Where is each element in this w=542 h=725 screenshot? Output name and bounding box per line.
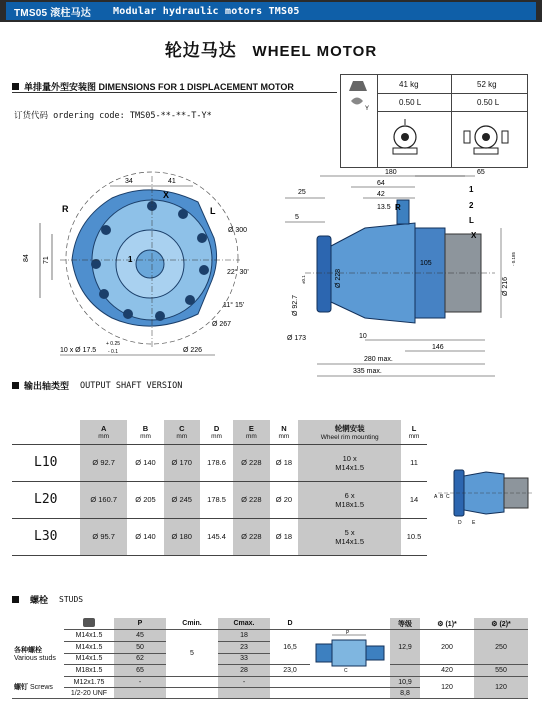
dim-84: 84 [23, 254, 30, 262]
svg-text:C: C [344, 668, 348, 674]
dim-105: 105 [420, 260, 432, 267]
table-row: L30 Ø 95.7 Ø 140 Ø 180 145.4 Ø 228 Ø 18 5 x M14x1.5 10.5 [12, 518, 427, 555]
dim-280: 280 max. [364, 356, 393, 363]
section-shaft-heading: 输出轴类型 OUTPUT SHAFT VERSION [12, 379, 182, 392]
stud-icon [83, 618, 95, 627]
dim-d228: Ø 228 [335, 268, 342, 288]
svg-text:C: C [446, 494, 450, 500]
table-row: M14x1.5 62 33 [12, 653, 528, 665]
shaft [136, 250, 164, 278]
mounting-position-icon-2 [461, 117, 511, 163]
divider [377, 93, 527, 94]
dim-tol-down: - 0.1 [108, 349, 119, 355]
header-code: TMS05 滚柱马达 [14, 7, 92, 19]
port-R-label: R [62, 204, 69, 214]
svg-text:B: B [440, 494, 444, 500]
angle-11: 11° 15' [223, 302, 245, 309]
stud-drawing [312, 630, 388, 674]
dim-146: 146 [432, 344, 444, 351]
dim-d300: Ø 300 [228, 227, 248, 234]
table-row: M14x1.5 50 23 [12, 641, 528, 653]
table-header-row: P Cmin. Cmax. D 等级 ⚙ (1)* ⚙ (2)* [12, 618, 528, 630]
bullet-square-icon [12, 83, 19, 90]
dim-13-5: 13.5 [377, 204, 391, 211]
port-L-label: L [469, 216, 474, 225]
weight-table [340, 74, 528, 168]
dim-d216: Ø 216 [502, 276, 509, 296]
shaft-mini-drawing [428, 462, 536, 526]
col-A: A mm [80, 420, 127, 444]
dim-holes: 10 x Ø 17.5 [60, 347, 97, 354]
oil-2: 0.50 L [477, 98, 500, 107]
side-view-drawing [265, 168, 542, 378]
dim-d216-tol: - 0.185 [511, 251, 516, 266]
dim-34: 34 [125, 178, 133, 185]
col-B: B mm [140, 423, 151, 440]
wrench-icon: ⚙ [437, 620, 444, 628]
dim-41: 41 [168, 178, 176, 185]
col-L: L mm [408, 423, 420, 440]
table-header-row [12, 420, 427, 444]
dim-64: 64 [377, 180, 385, 187]
header-bar [0, 0, 542, 22]
col-N: N mm [278, 423, 290, 440]
svg-text:Y: Y [365, 106, 370, 111]
dim-d173: Ø 173 [287, 335, 307, 342]
mounting-position-icon-1 [385, 117, 425, 163]
dim-5: 5 [295, 214, 299, 221]
table-row: 螺钉 Screws M12x1.75 - - 10,9 120 120 [12, 677, 528, 688]
title-en: WHEEL MOTOR [252, 43, 378, 60]
dim-d226: Ø 226 [183, 347, 203, 354]
weight-1: 41 kg [399, 80, 419, 89]
dim-335: 335 max. [353, 368, 382, 375]
angle-22: 22° 30' [227, 269, 249, 276]
svg-text:A: A [434, 494, 438, 500]
weight-oil-icon [343, 77, 375, 111]
dim-d92-7: Ø 92.7 [292, 294, 299, 316]
dim-42: 42 [377, 191, 385, 198]
weight-2: 52 kg [477, 80, 497, 89]
table-row: 1/2-20 UNF 8,8 [12, 688, 528, 699]
wheel-flange [317, 236, 331, 312]
divider [377, 75, 378, 167]
dim-25: 25 [298, 189, 306, 196]
table-row: M18x1.5 65 28 23,0 420 550 [12, 665, 528, 677]
port-X-label: X [471, 231, 477, 240]
divider [451, 75, 452, 167]
title-cn: 轮边马达 [164, 41, 237, 60]
svg-text:D: D [458, 520, 462, 526]
port-X-label: X [163, 190, 170, 200]
divider [377, 111, 527, 112]
table-row: L10 Ø 92.7 Ø 140 Ø 170 178.6 Ø 228 Ø 18 10 x M14x1.5 11 [12, 444, 427, 481]
oil-1: 0.50 L [399, 98, 422, 107]
col-C: C mm [164, 420, 200, 444]
port-R-label: R [395, 203, 401, 212]
port-1-label: 1 [469, 185, 474, 194]
stud-diagram-cell [310, 618, 390, 630]
col-wheel-rim: 轮辋安装 Wheel rim mounting [298, 420, 401, 444]
section-studs-heading: 螺栓 STUDS [12, 593, 83, 606]
svg-text:E: E [472, 520, 476, 526]
studs-table [12, 618, 528, 699]
wrench-icon: ⚙ [491, 620, 498, 628]
order-code: 订货代码 ordering code: TMS05-**-**-T-Y* [14, 111, 212, 121]
bullet-square-icon [12, 596, 19, 603]
svg-text:P: P [346, 630, 350, 636]
col-D: D mm [211, 423, 222, 440]
port-L-label: L [210, 206, 216, 216]
bullet-square-icon [12, 382, 19, 389]
port-2-label: 2 [469, 201, 474, 210]
dim-180: 180 [385, 169, 397, 176]
dim-71: 71 [43, 256, 50, 264]
shaft-version-table [12, 420, 427, 556]
front-view-drawing [0, 168, 265, 368]
dim-10: 10 [359, 333, 367, 340]
table-row: L20 Ø 160.7 Ø 205 Ø 245 178.5 Ø 228 Ø 20 6 x M18x1.5 14 [12, 481, 427, 518]
header-subtitle: Modular hydraulic motors TMS05 [113, 5, 300, 17]
table-row: 各种螺栓 Various studs M14x1.5 45 5 18 16,5 P C 12,9 200 250 [12, 630, 528, 642]
divider [12, 92, 337, 93]
page-title [0, 36, 542, 61]
port-1-label: 1 [128, 255, 133, 264]
dim-d267: Ø 267 [212, 321, 232, 328]
dim-65: 65 [477, 169, 485, 176]
dim-tol-up: + 0.25 [106, 341, 121, 347]
section-dimensions-heading: 单排量外型安装图 DIMENSIONS FOR 1 DISPLACEMENT MOTOR [12, 80, 294, 93]
col-E: E mm [233, 420, 269, 444]
dim-d92-7-tol: ±0.1 [301, 275, 306, 284]
